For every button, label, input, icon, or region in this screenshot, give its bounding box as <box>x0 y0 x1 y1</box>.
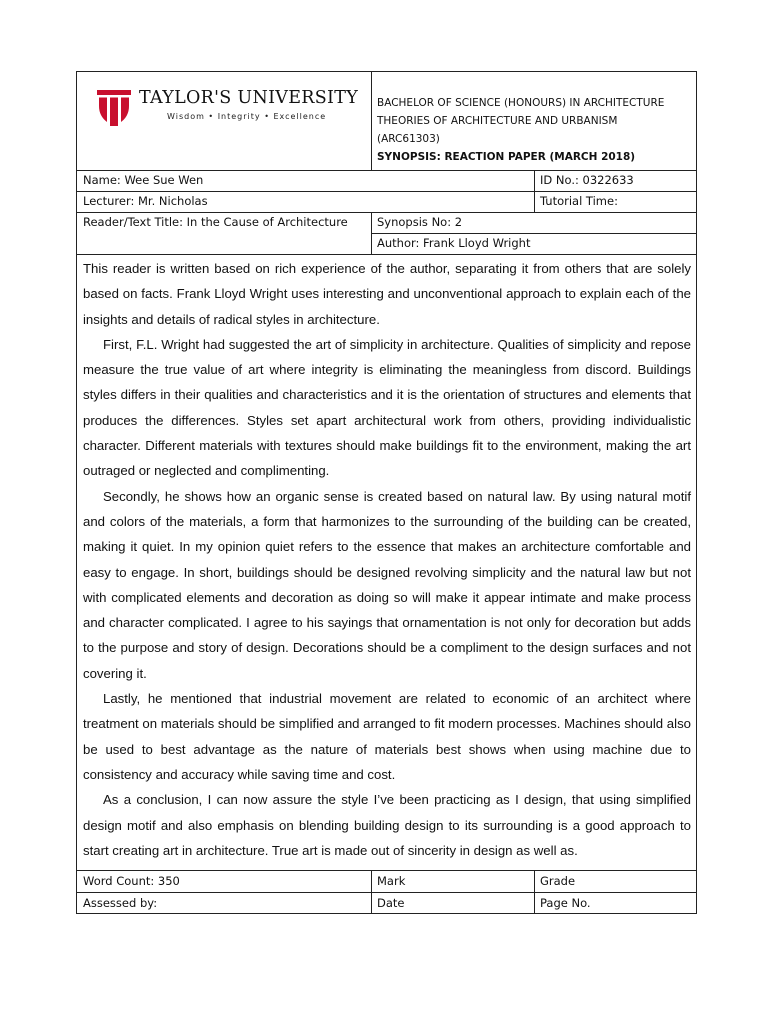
paragraph: As a conclusion, I can now assure the style I’ve been practicing as I design, that using simplified design motif and also emphasis on blending building design to its surrounding is a good approach to start creating art in architecture. True art is made out of sincerity in design as well as. <box>83 792 691 858</box>
logo-tagline: Wisdom • Integrity • Excellence <box>167 112 327 121</box>
course-code: (ARC61303) <box>377 133 440 145</box>
reader-title: Reader/Text Title: In the Cause of Architecture <box>83 215 348 229</box>
author: Author: Frank Lloyd Wright <box>377 236 531 250</box>
paragraph: This reader is written based on rich experience of the author, separating it from others that are solely based on facts. Frank Lloyd Wright uses interesting and unconventional approach to explain each of the insights and details of radical styles in architecture. <box>83 261 691 327</box>
cover-form <box>76 71 697 914</box>
student-name: Name: Wee Sue Wen <box>83 173 204 187</box>
rule <box>77 191 696 192</box>
student-id: ID No.: 0322633 <box>540 173 634 187</box>
tutorial-time: Tutorial Time: <box>540 194 618 208</box>
rule <box>77 892 696 893</box>
paragraph: First, F.L. Wright had suggested the art of simplicity in architecture. Qualities of simplicity and repose measure the true value of art where integrity is eliminating the meaningless from discord. Buildings styles differs in their qualities and characteristics and it is the orientation of structures and elements that produces the differences. Styles set apart architectural work from others, providing individualistic character. Different materials with textures should make buildings fit to the environment, making the art outraged or neglected and complimenting. <box>83 336 691 479</box>
synopsis-body <box>83 256 691 863</box>
logo-wordmark: TAYLOR'S UNIVERSITY <box>139 88 359 108</box>
university-logo <box>97 88 367 128</box>
assignment-title: SYNOPSIS: REACTION PAPER (MARCH 2018) <box>377 151 636 163</box>
rule <box>77 254 696 255</box>
synopsis-number: Synopsis No: 2 <box>377 215 463 229</box>
mark-label: Mark <box>377 874 406 888</box>
word-count: Word Count: 350 <box>83 874 180 888</box>
grade-label: Grade <box>540 874 576 888</box>
rule <box>371 233 696 234</box>
module-title: THEORIES OF ARCHITECTURE AND URBANISM <box>377 115 618 127</box>
paragraph: Secondly, he shows how an organic sense is created based on natural law. By using natural motif and colors of the materials, a form that harmonizes to the surrounding of the building can be created, making it quiet. In my opinion quiet refers to the essence that makes an architecture comfortable and easy to engage. In short, buildings should be designed revolving simplicity and the natural law but not with complicated elements and decoration as doing so will make it appear intimate and make process and character complicated. I agree to his sayings that ornamentation is not only for decoration but adds to the purpose and story of design. Decorations should be a compliment to the design surfaces and not covering it. <box>83 488 691 681</box>
assessed-by: Assessed by: <box>83 896 158 910</box>
rule <box>77 212 696 213</box>
program-title: BACHELOR OF SCIENCE (HONOURS) IN ARCHITECTURE <box>377 97 665 109</box>
lecturer: Lecturer: Mr. Nicholas <box>83 194 208 208</box>
page-number-label: Page No. <box>540 896 591 910</box>
date-label: Date <box>377 896 405 910</box>
paragraph: Lastly, he mentioned that industrial movement are related to economic of an architect where treatment on materials should be simplified and arranged to fit modern processes. Machines should also be used to best advantage as the nature of materials best shows when using machine due to consistency and accuracy while saving time and cost. <box>83 691 691 782</box>
rule <box>77 170 696 171</box>
shield-logo-icon <box>97 90 131 126</box>
header-divider <box>371 72 372 170</box>
rule <box>77 870 696 871</box>
course-header <box>377 94 695 166</box>
